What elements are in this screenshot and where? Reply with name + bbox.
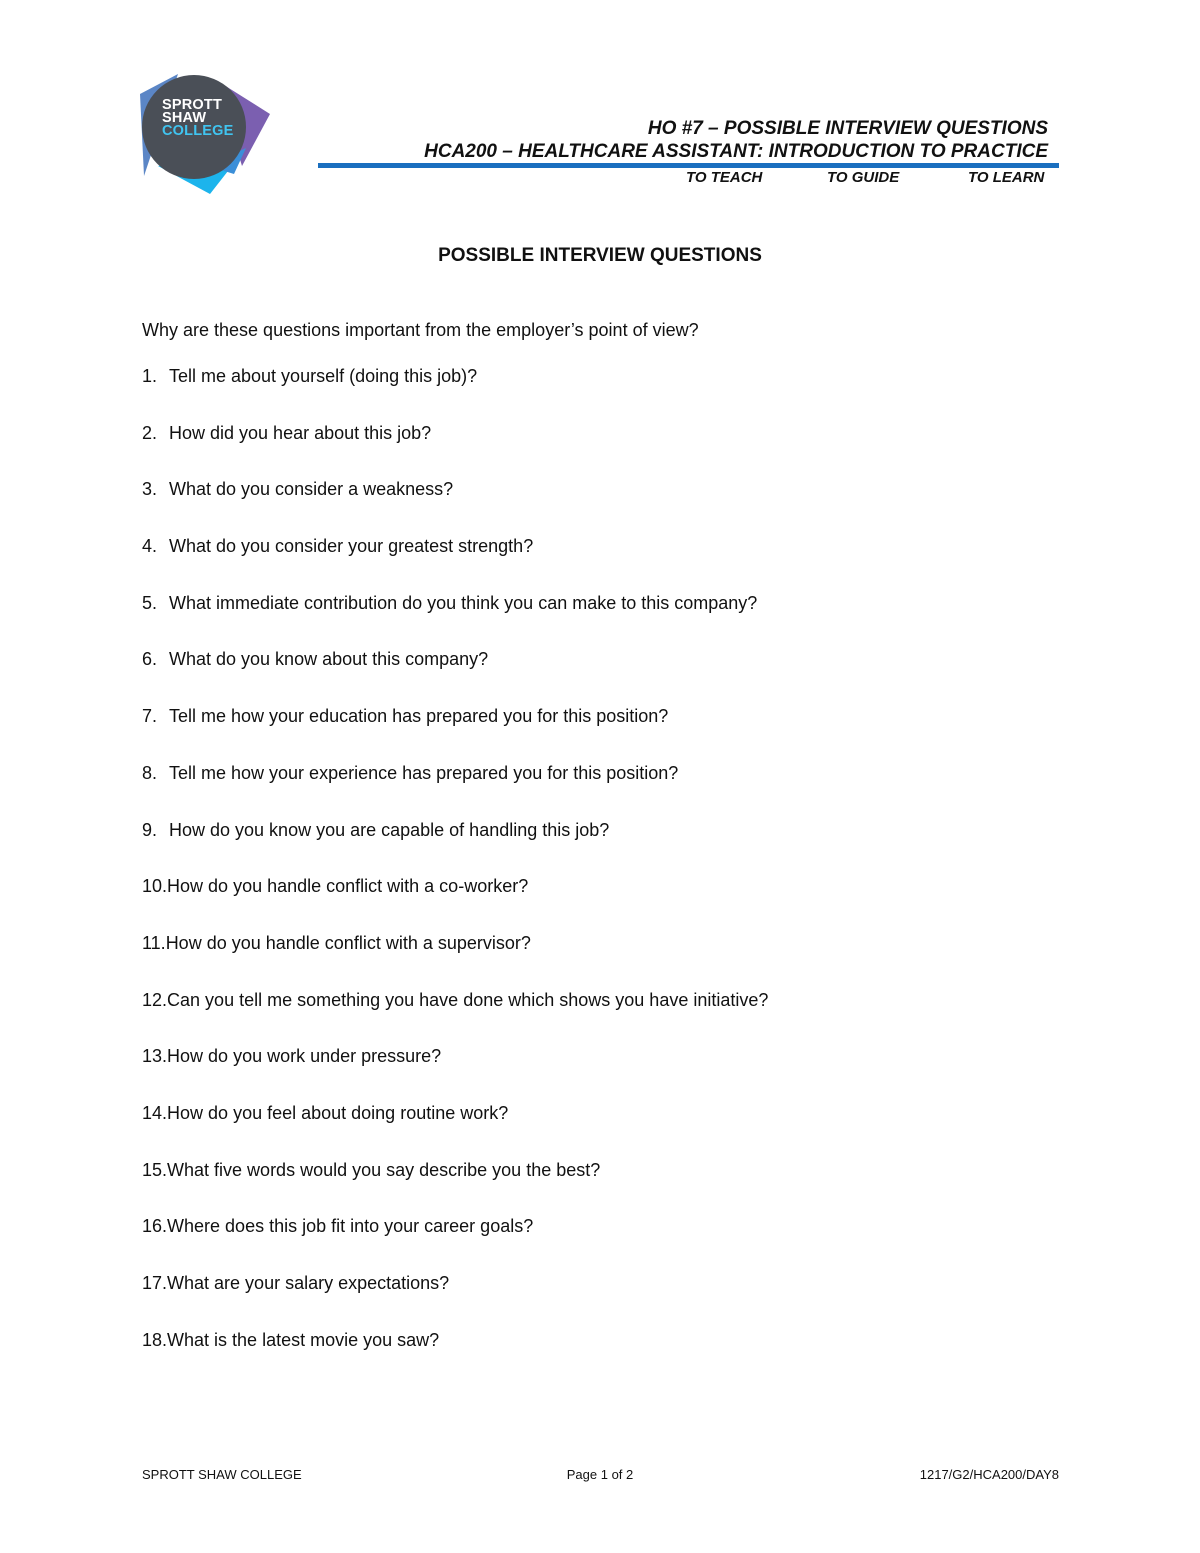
question-number: 10. [142,876,168,897]
list-item [142,1328,768,1385]
list-item [142,591,768,648]
question-list [142,364,768,1384]
question-number: 6. [142,649,158,670]
intro-text: Why are these questions important from the employer’s point of view? [142,320,699,340]
question-text: How do you know you are capable of handling this job? [169,819,610,840]
handout-title: HO #7 – POSSIBLE INTERVIEW QUESTIONS [647,118,1048,139]
question-number: 4. [142,536,158,557]
motto-to-learn: TO LEARN [968,169,1045,186]
list-item [142,988,768,1045]
question-text: What five words would you say describe you the best? [167,1159,601,1180]
page-title: POSSIBLE INTERVIEW QUESTIONS [438,245,762,266]
list-item [142,874,768,931]
logo-line-3: COLLEGE [162,123,234,139]
question-text: What is the latest movie you saw? [167,1329,440,1350]
question-text: How did you hear about this job? [169,422,432,443]
question-text: How do you feel about doing routine work? [167,1102,509,1123]
logo-line-2: SHAW [162,110,207,126]
list-item [142,421,768,478]
logo-wordmark [162,99,234,138]
list-item [142,704,768,761]
course-title: HCA200 – HEALTHCARE ASSISTANT: INTRODUCTION TO PRACTICE [424,141,1048,162]
question-text: How do you work under pressure? [167,1046,442,1067]
question-text: Tell me how your education has prepared you for this position? [169,706,669,727]
list-item [142,818,768,875]
question-text: What do you know about this company? [169,649,489,670]
question-text: How do you handle conflict with a supervisor? [165,932,531,953]
list-item [142,477,768,534]
list-item [142,1101,768,1158]
question-number: 9. [142,819,158,840]
question-number: 3. [142,479,158,500]
list-item [142,931,768,988]
motto-to-teach: TO TEACH [686,169,763,186]
logo-line-1: SPROTT [162,97,223,113]
question-number: 13. [142,1046,168,1067]
question-number: 18. [142,1329,168,1350]
footer-document-code: 1217/G2/HCA200/DAY8 [919,1467,1059,1482]
list-item [142,534,768,591]
question-text: Tell me about yourself (doing this job)? [169,366,478,386]
question-number: 15. [142,1159,168,1180]
question-text: What do you consider a weakness? [169,479,454,500]
list-item [142,647,768,704]
question-number: 5. [142,592,158,613]
list-item [142,1214,768,1271]
list-item [142,1044,768,1101]
motto-to-guide: TO GUIDE [827,169,900,186]
question-number: 12. [142,989,168,1010]
list-item [142,1271,768,1328]
question-number: 14. [142,1102,168,1123]
list-item [142,364,768,421]
list-item [142,761,768,818]
question-text: What do you consider your greatest strength? [169,536,534,557]
question-number: 1. [142,366,158,386]
footer-page-number: Page 1 of 2 [566,1467,634,1482]
question-number: 17. [142,1273,168,1293]
question-text: Tell me how your experience has prepared you for this position? [169,762,679,783]
question-text: How do you handle conflict with a co-worker? [167,876,529,897]
footer-college-name: SPROTT SHAW COLLEGE [142,1467,302,1482]
question-number: 11. [142,932,166,953]
header-divider [318,163,1059,168]
question-text: What are your salary expectations? [167,1273,450,1293]
list-item [142,1158,768,1215]
question-text: Can you tell me something you have done which shows you have initiative? [167,989,769,1010]
question-text: Where does this job fit into your career goals? [167,1216,534,1237]
question-number: 2. [142,422,158,443]
question-number: 8. [142,762,158,783]
question-number: 7. [142,706,158,727]
question-text: What immediate contribution do you think you can make to this company? [169,592,758,613]
question-number: 16. [142,1216,168,1237]
